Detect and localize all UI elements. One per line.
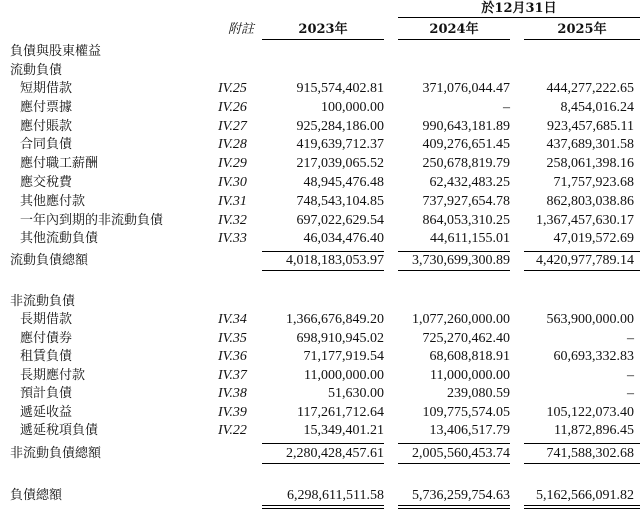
subtotal-rule-2024 xyxy=(398,251,510,252)
nc-subtotal-rule-2024 xyxy=(398,443,510,444)
year-rule-2025 xyxy=(524,39,640,40)
row-label: 合同負債 xyxy=(20,137,73,153)
row-label: 其他應付款 xyxy=(20,193,86,209)
nc-subtotal-rule-2025 xyxy=(524,443,640,444)
row-note: IV.32 xyxy=(218,212,247,228)
noncurrent-total-label: 非流動負債總額 xyxy=(10,446,102,461)
noncurrent-liabilities-title: 非流動負債 xyxy=(10,294,76,309)
noncurrent-total-2023: 2,280,428,457.61 xyxy=(286,446,384,461)
row-value-2023: 915,574,402.81 xyxy=(296,81,384,96)
row-note: IV.36 xyxy=(218,349,247,364)
row-value-2025: 437,689,301.58 xyxy=(546,137,634,153)
row-label: 短期借款 xyxy=(20,81,73,96)
row-value-2024: 409,276,651.45 xyxy=(422,137,510,153)
row-value-2024: 864,053,310.25 xyxy=(422,212,510,228)
row-value-2023: 15,349,401.21 xyxy=(303,423,384,438)
row-value-2024: 1,077,260,000.00 xyxy=(412,312,510,327)
subtotal-rule-2025 xyxy=(524,251,640,252)
current-total-rule-2023 xyxy=(262,270,384,271)
row-value-2024: 44,611,155.01 xyxy=(430,231,510,247)
current-total-2024: 3,730,699,300.89 xyxy=(412,253,510,268)
row-note: IV.35 xyxy=(218,330,247,346)
row-value-2023: 51,630.00 xyxy=(328,386,384,401)
row-label: 遞延收益 xyxy=(20,404,73,420)
subtotal-rule-2023 xyxy=(262,251,384,252)
grand-total-rule-2024 xyxy=(398,505,510,509)
row-value-2025: 105,122,073.40 xyxy=(546,404,634,420)
row-label: 應付債券 xyxy=(20,330,73,346)
row-note: IV.38 xyxy=(218,386,247,401)
row-value-2025: – xyxy=(627,367,634,383)
row-value-2024: 13,406,517.79 xyxy=(429,423,510,438)
row-value-2023: 11,000,000.00 xyxy=(304,367,384,383)
row-value-2025: 47,019,572.69 xyxy=(553,231,634,247)
row-note: IV.22 xyxy=(218,423,247,438)
row-value-2025: – xyxy=(627,386,634,401)
row-note: IV.28 xyxy=(218,137,247,153)
current-liabilities-title: 流動負債 xyxy=(10,63,63,78)
row-value-2023: 698,910,945.02 xyxy=(296,330,384,346)
noncurrent-total-2024: 2,005,560,453.74 xyxy=(412,446,510,461)
row-value-2025: 8,454,016.24 xyxy=(560,99,634,115)
date-group-rule xyxy=(398,17,640,18)
row-note: IV.27 xyxy=(218,118,247,134)
row-note: IV.37 xyxy=(218,367,247,383)
current-total-rule-2025 xyxy=(524,270,640,271)
row-value-2023: 697,022,629.54 xyxy=(296,212,384,228)
row-value-2025: 563,900,000.00 xyxy=(546,312,634,327)
year-header-2024: 2024年 xyxy=(429,22,479,37)
row-label: 租賃負債 xyxy=(20,349,73,364)
row-note: IV.25 xyxy=(218,81,247,96)
row-value-2024: 990,643,181.89 xyxy=(422,118,510,134)
row-value-2025: – xyxy=(627,330,634,346)
row-label: 長期借款 xyxy=(20,312,73,327)
row-label: 應付職工薪酬 xyxy=(20,156,99,172)
row-value-2023: 217,039,065.52 xyxy=(296,156,384,172)
row-value-2025: 444,277,222.65 xyxy=(546,81,634,96)
grand-total-2025: 5,162,566,091.82 xyxy=(536,488,634,503)
row-value-2023: 748,543,104.85 xyxy=(296,193,384,209)
row-note: IV.34 xyxy=(218,312,247,327)
grand-total-2024: 5,736,259,754.63 xyxy=(412,488,510,503)
row-value-2025: 1,367,457,630.17 xyxy=(536,212,634,228)
row-value-2025: 258,061,398.16 xyxy=(546,156,634,172)
nc-total-rule-2025 xyxy=(524,463,640,464)
current-total-2025: 4,420,977,789.14 xyxy=(536,253,634,268)
row-value-2025: 862,803,038.86 xyxy=(546,193,634,209)
row-note: IV.26 xyxy=(218,99,247,115)
row-label: 遞延稅項負債 xyxy=(20,423,99,438)
row-label: 長期應付款 xyxy=(20,367,86,383)
nc-total-rule-2024 xyxy=(398,463,510,464)
row-value-2023: 1,366,676,849.20 xyxy=(286,312,384,327)
row-value-2023: 100,000.00 xyxy=(321,99,384,115)
row-value-2024: 68,608,818.91 xyxy=(429,349,510,364)
row-label: 一年內到期的非流動負債 xyxy=(20,212,164,228)
row-value-2025: 60,693,332.83 xyxy=(553,349,634,364)
nc-total-rule-2023 xyxy=(262,463,384,464)
year-rule-2023 xyxy=(262,39,384,40)
row-note: IV.30 xyxy=(218,175,247,190)
row-value-2025: 11,872,896.45 xyxy=(554,423,634,438)
grand-total-label: 負債總額 xyxy=(10,488,63,503)
current-total-rule-2024 xyxy=(398,270,510,271)
row-note: IV.39 xyxy=(218,404,247,420)
current-total-2023: 4,018,183,053.97 xyxy=(286,253,384,268)
row-label: 預計負債 xyxy=(20,386,73,401)
row-value-2023: 48,945,476.48 xyxy=(303,175,384,190)
row-label: 其他流動負債 xyxy=(20,231,99,247)
grand-total-2023: 6,298,611,511.58 xyxy=(287,488,384,503)
row-value-2024: – xyxy=(503,99,510,115)
row-note: IV.33 xyxy=(218,231,247,247)
row-value-2025: 71,757,923.68 xyxy=(553,175,634,190)
row-value-2023: 925,284,186.00 xyxy=(296,118,384,134)
year-rule-2024 xyxy=(398,39,510,40)
row-value-2024: 11,000,000.00 xyxy=(430,367,510,383)
year-header-2025: 2025年 xyxy=(557,22,607,37)
noncurrent-total-2025: 741,588,302.68 xyxy=(546,446,634,461)
section-title: 負債與股東權益 xyxy=(10,44,102,59)
row-value-2024: 250,678,819.79 xyxy=(422,156,510,172)
row-value-2023: 71,177,919.54 xyxy=(303,349,384,364)
row-value-2023: 419,639,712.37 xyxy=(296,137,384,153)
row-note: IV.29 xyxy=(218,156,247,172)
row-label: 應交稅費 xyxy=(20,175,73,190)
current-total-label: 流動負債總額 xyxy=(10,253,89,268)
row-value-2024: 239,080.59 xyxy=(447,386,510,401)
date-group-header: 於12月31日 xyxy=(481,1,557,16)
year-header-2023: 2023年 xyxy=(298,22,348,37)
note-column-header: 附註 xyxy=(228,22,255,37)
row-value-2024: 737,927,654.78 xyxy=(422,193,510,209)
row-value-2023: 117,261,712.64 xyxy=(297,404,384,420)
grand-total-rule-2025 xyxy=(524,505,640,509)
nc-subtotal-rule-2023 xyxy=(262,443,384,444)
row-label: 應付賬款 xyxy=(20,118,73,134)
row-value-2024: 371,076,044.47 xyxy=(422,81,510,96)
row-label: 應付票據 xyxy=(20,99,73,115)
row-note: IV.31 xyxy=(218,193,247,209)
row-value-2025: 923,457,685.11 xyxy=(547,118,634,134)
grand-total-rule-2023 xyxy=(262,505,384,509)
row-value-2024: 109,775,574.05 xyxy=(422,404,510,420)
row-value-2024: 62,432,483.25 xyxy=(429,175,510,190)
row-value-2024: 725,270,462.40 xyxy=(422,330,510,346)
row-value-2023: 46,034,476.40 xyxy=(303,231,384,247)
